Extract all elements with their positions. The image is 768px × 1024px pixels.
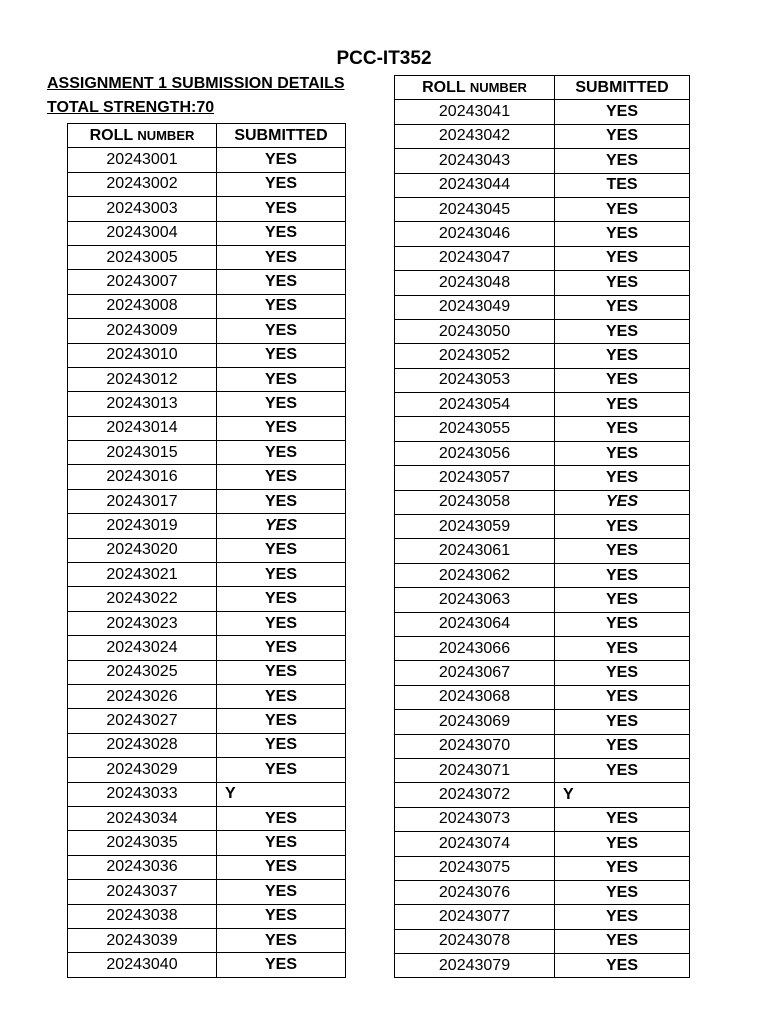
roll-number-cell: 20243022 [68,587,217,611]
submitted-status-cell: YES [555,856,690,880]
table-row [395,710,690,734]
table-row [68,514,346,538]
submitted-status-cell: YES [217,563,346,587]
submitted-status-cell: YES [555,929,690,953]
roll-number-cell: 20243008 [68,294,217,318]
roll-number-cell: 20243039 [68,928,217,952]
table-row [68,782,346,806]
submitted-status-cell: YES [217,221,346,245]
table-row [68,245,346,269]
roll-number-cell: 20243070 [395,734,555,758]
roll-number-cell: 20243055 [395,417,555,441]
submitted-header: SUBMITTED [217,124,346,148]
submitted-status-cell: YES [555,271,690,295]
roll-header-small: NUMBER [137,127,195,143]
roll-number-cell: 20243020 [68,538,217,562]
submitted-status-cell: YES [555,368,690,392]
table-row [395,173,690,197]
table-row [68,563,346,587]
table-row [68,806,346,830]
submitted-status-cell: YES [217,660,346,684]
table-row [68,319,346,343]
roll-number-cell: 20243053 [395,368,555,392]
roll-number-cell: 20243009 [68,319,217,343]
roll-number-cell: 20243058 [395,490,555,514]
submitted-status-cell: YES [555,100,690,124]
table-row [395,588,690,612]
roll-number-cell: 20243029 [68,758,217,782]
submitted-status-cell: YES [555,758,690,782]
submitted-status-cell: YES [555,954,690,978]
submitted-status-cell: YES [555,612,690,636]
submitted-status-cell: YES [555,393,690,417]
roll-number-cell: 20243019 [68,514,217,538]
roll-number-cell: 20243028 [68,733,217,757]
submitted-status-cell: YES [555,661,690,685]
table-row [68,611,346,635]
submitted-status-cell: YES [217,343,346,367]
roll-number-cell: 20243026 [68,684,217,708]
submitted-status-cell: YES [555,295,690,319]
submitted-status-cell: YES [555,588,690,612]
table-row [395,319,690,343]
roll-number-cell: 20243002 [68,172,217,196]
submitted-status-cell: YES [217,684,346,708]
roll-number-header [68,124,217,148]
roll-number-cell: 20243075 [395,856,555,880]
submitted-status-cell: YES [217,806,346,830]
submitted-status-cell: YES [555,417,690,441]
submitted-status-cell: YES [217,465,346,489]
table-row [395,149,690,173]
submitted-status-cell: YES [217,172,346,196]
roll-number-cell: 20243043 [395,149,555,173]
submitted-status-cell: YES [555,149,690,173]
roll-number-cell: 20243014 [68,416,217,440]
roll-number-cell: 20243048 [395,271,555,295]
table-row [395,954,690,978]
table-row [395,734,690,758]
roll-header-main: ROLL [89,126,133,144]
submitted-status-cell: YES [217,148,346,172]
table-row [68,709,346,733]
submitted-status-cell: YES [217,441,346,465]
roll-header-small: NUMBER [469,79,527,95]
submitted-status-cell: YES [555,466,690,490]
submitted-status-cell: YES [555,319,690,343]
submitted-status-cell: YES [555,344,690,368]
submitted-status-cell: YES [555,515,690,539]
submitted-status-cell: YES [217,587,346,611]
submitted-status-cell: YES [217,953,346,977]
table-row [395,880,690,904]
roll-number-cell: 20243046 [395,222,555,246]
roll-number-cell: 20243072 [395,783,555,807]
table-row [68,392,346,416]
table-row [395,685,690,709]
total-strength-heading: TOTAL STRENGTH:70 [47,99,215,116]
roll-number-cell: 20243056 [395,441,555,465]
table-row [68,831,346,855]
table-row [395,807,690,831]
table-row [395,393,690,417]
table-row [68,587,346,611]
assignment-heading: ASSIGNMENT 1 SUBMISSION DETAILS [47,75,345,92]
roll-number-cell: 20243013 [68,392,217,416]
table-row [68,441,346,465]
roll-number-cell: 20243025 [68,660,217,684]
table-row [68,465,346,489]
table-row [68,172,346,196]
roll-number-cell: 20243052 [395,344,555,368]
roll-number-cell: 20243044 [395,173,555,197]
roll-number-cell: 20243037 [68,880,217,904]
submitted-header: SUBMITTED [555,76,690,100]
roll-number-cell: 20243001 [68,148,217,172]
roll-number-cell: 20243076 [395,880,555,904]
table-row [395,612,690,636]
table-row [68,367,346,391]
submitted-status-cell: YES [555,490,690,514]
table-row [68,758,346,782]
submitted-status-cell: YES [217,928,346,952]
roll-number-cell: 20243021 [68,563,217,587]
roll-number-cell: 20243007 [68,270,217,294]
roll-number-cell: 20243049 [395,295,555,319]
roll-number-cell: 20243059 [395,515,555,539]
table-row [395,417,690,441]
table-row [395,563,690,587]
submitted-status-cell: YES [217,709,346,733]
roll-number-cell: 20243068 [395,685,555,709]
table-row [68,928,346,952]
table-row [395,222,690,246]
table-row [395,929,690,953]
submitted-status-cell: Y [217,782,346,806]
submitted-status-cell: TES [555,173,690,197]
submitted-status-cell: YES [217,758,346,782]
submitted-status-cell: YES [217,855,346,879]
submitted-status-cell: YES [555,222,690,246]
table-row [68,636,346,660]
roll-number-cell: 20243038 [68,904,217,928]
table-row [395,832,690,856]
roll-number-cell: 20243062 [395,563,555,587]
table-row [395,905,690,929]
table-row [68,904,346,928]
table-row [395,783,690,807]
submitted-status-cell: YES [217,367,346,391]
roll-number-cell: 20243073 [395,807,555,831]
roll-number-cell: 20243054 [395,393,555,417]
roll-number-cell: 20243047 [395,246,555,270]
roll-header-main: ROLL [422,78,466,96]
submitted-status-cell: YES [217,904,346,928]
table-row [395,636,690,660]
table-row [395,271,690,295]
table-row [395,124,690,148]
submitted-status-cell: YES [555,636,690,660]
roll-number-cell: 20243041 [395,100,555,124]
submitted-status-cell: YES [555,685,690,709]
submitted-status-cell: YES [555,734,690,758]
roll-number-cell: 20243079 [395,954,555,978]
submitted-status-cell: YES [555,124,690,148]
right-submission-table [394,75,690,978]
roll-number-cell: 20243023 [68,611,217,635]
table-row [395,466,690,490]
submitted-status-cell: YES [555,563,690,587]
roll-number-cell: 20243036 [68,855,217,879]
left-submission-table [67,123,346,978]
table-row [68,148,346,172]
roll-number-cell: 20243024 [68,636,217,660]
roll-number-cell: 20243057 [395,466,555,490]
roll-number-cell: 20243066 [395,636,555,660]
table-header-row [395,76,690,100]
submitted-status-cell: YES [217,245,346,269]
table-row [68,880,346,904]
roll-number-cell: 20243004 [68,221,217,245]
submitted-status-cell: YES [217,197,346,221]
table-row [68,733,346,757]
submitted-status-cell: YES [217,392,346,416]
table-row [395,758,690,782]
submitted-status-cell: YES [217,880,346,904]
submitted-status-cell: YES [555,539,690,563]
roll-number-cell: 20243069 [395,710,555,734]
table-row [68,953,346,977]
submitted-status-cell: YES [555,880,690,904]
submitted-status-cell: YES [217,514,346,538]
table-row [68,489,346,513]
table-row [68,538,346,562]
roll-number-cell: 20243050 [395,319,555,343]
roll-number-cell: 20243042 [395,124,555,148]
submitted-status-cell: YES [555,710,690,734]
roll-number-cell: 20243074 [395,832,555,856]
roll-number-cell: 20243033 [68,782,217,806]
table-row [395,441,690,465]
roll-number-cell: 20243005 [68,245,217,269]
submitted-status-cell: YES [555,832,690,856]
roll-number-header [395,76,555,100]
submitted-status-cell: YES [217,489,346,513]
roll-number-cell: 20243061 [395,539,555,563]
roll-number-cell: 20243034 [68,806,217,830]
table-row [395,539,690,563]
table-row [395,490,690,514]
submitted-status-cell: Y [555,783,690,807]
table-row [395,246,690,270]
submitted-status-cell: YES [555,807,690,831]
table-row [68,660,346,684]
roll-number-cell: 20243012 [68,367,217,391]
table-row [68,416,346,440]
submitted-status-cell: YES [217,831,346,855]
roll-number-cell: 20243063 [395,588,555,612]
roll-number-cell: 20243071 [395,758,555,782]
submitted-status-cell: YES [217,416,346,440]
table-row [68,684,346,708]
submitted-status-cell: YES [555,246,690,270]
table-row [395,368,690,392]
table-row [395,515,690,539]
roll-number-cell: 20243010 [68,343,217,367]
roll-number-cell: 20243078 [395,929,555,953]
roll-number-cell: 20243015 [68,441,217,465]
table-row [68,855,346,879]
table-row [68,197,346,221]
roll-number-cell: 20243027 [68,709,217,733]
submitted-status-cell: YES [217,294,346,318]
roll-number-cell: 20243016 [68,465,217,489]
table-row [68,294,346,318]
table-row [395,344,690,368]
table-row [395,295,690,319]
roll-number-cell: 20243035 [68,831,217,855]
submitted-status-cell: YES [217,636,346,660]
submitted-status-cell: YES [555,197,690,221]
submitted-status-cell: YES [555,905,690,929]
submitted-status-cell: YES [217,733,346,757]
table-row [395,661,690,685]
submitted-status-cell: YES [217,319,346,343]
table-row [395,197,690,221]
table-row [395,100,690,124]
submitted-status-cell: YES [555,441,690,465]
roll-number-cell: 20243040 [68,953,217,977]
table-row [68,270,346,294]
roll-number-cell: 20243064 [395,612,555,636]
submitted-status-cell: YES [217,611,346,635]
page-title: PCC-IT352 [336,48,432,69]
roll-number-cell: 20243077 [395,905,555,929]
table-row [395,856,690,880]
roll-number-cell: 20243067 [395,661,555,685]
roll-number-cell: 20243045 [395,197,555,221]
table-header-row [68,124,346,148]
roll-number-cell: 20243017 [68,489,217,513]
roll-number-cell: 20243003 [68,197,217,221]
submitted-status-cell: YES [217,270,346,294]
submitted-status-cell: YES [217,538,346,562]
table-row [68,343,346,367]
table-row [68,221,346,245]
